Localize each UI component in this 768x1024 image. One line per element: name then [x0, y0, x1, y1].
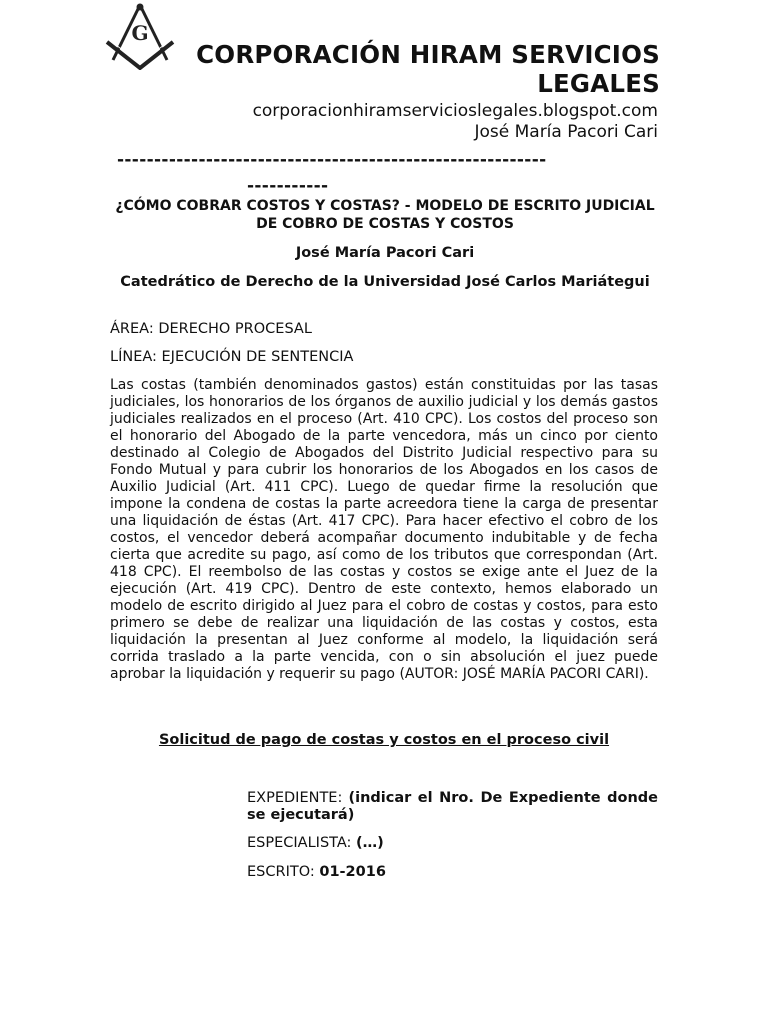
body-paragraph: Las costas (también denominados gastos) están constituidas por las tasas judiciales, los honorarios de los órganos de auxilio judicial y los demás gastos judiciales realizados en el proceso (Art. 410 CPC). Los costos del proceso son el honorario del Abogado de la parte vencedora, más un cinco por ciento destinado al Colegio de Abogados del Distrito Judicial respectivo para su Fondo Mutual y para cubrir los honorarios de los Abogados en los casos de Auxilio Judicial (Art. 411 CPC). Luego de quedar firme la resolución que impone la condena de costas la parte acreedora tiene la carga de presentar una liquidación de éstas (Art. 417 CPC). Para hacer efectivo el cobro de los costos, el vencedor deberá acompañar documento indubitable y de fecha cierta que acredite su pago, así como de los tributos que correspondan (Art. 418 CPC). El reembolso de las costas y costos se exige ante el Juez de la ejecución (Art. 419 CPC). Dentro de este contexto, hemos elaborado un modelo de escrito dirigido al Juez para el cobro de costas y costos, para esto primero se debe de realizar una liquidación de las costas y costos, esta liquidación la presentan al Juez conforme al modelo, la liquidación será corrida traslado a la parte vencida, con o sin absolución el juez puede aprobar la liquidación y requerir su pago (AUTOR: JOSÉ MARÍA PACORI CARI).: [110, 377, 658, 682]
escrito-field: [247, 864, 658, 881]
header-author: José María Pacori Cari: [474, 122, 658, 142]
escrito-label: ESCRITO:: [247, 864, 315, 880]
separator-line-1: ----------------------------------------------------------: [117, 150, 547, 170]
area-line: ÁREA: DERECHO PROCESAL: [110, 321, 312, 337]
especialista-field: [247, 835, 658, 852]
especialista-value: (…): [356, 835, 384, 851]
linea-line: LÍNEA: EJECUCIÓN DE SENTENCIA: [110, 349, 354, 365]
expediente-label: EXPEDIENTE:: [247, 790, 343, 806]
blog-url: corporacionhiramservicioslegales.blogspot.com: [252, 101, 658, 121]
organization-name: CORPORACIÓN HIRAM SERVICIOS LEGALES: [196, 40, 660, 98]
header-separator: [117, 147, 662, 199]
escrito-value: 01-2016: [319, 864, 386, 880]
document-author: José María Pacori Cari: [295, 245, 475, 261]
expediente-value: (indicar el Nro. De Expediente donde se ejecutará): [247, 790, 659, 823]
document-title: ¿CÓMO COBRAR COSTOS Y COSTAS? - MODELO DE ESCRITO JUDICIAL DE COBRO DE COSTAS Y COSTOS: [115, 198, 655, 232]
expediente-field: [247, 790, 658, 824]
svg-text:G: G: [131, 21, 149, 45]
especialista-label: ESPECIALISTA:: [247, 835, 352, 851]
author-affiliation: Catedrático de Derecho de la Universidad José Carlos Mariátegui: [120, 274, 650, 290]
section-subtitle: Solicitud de pago de costas y costos en el proceso civil: [158, 732, 610, 748]
separator-line-2: -----------: [247, 176, 329, 196]
